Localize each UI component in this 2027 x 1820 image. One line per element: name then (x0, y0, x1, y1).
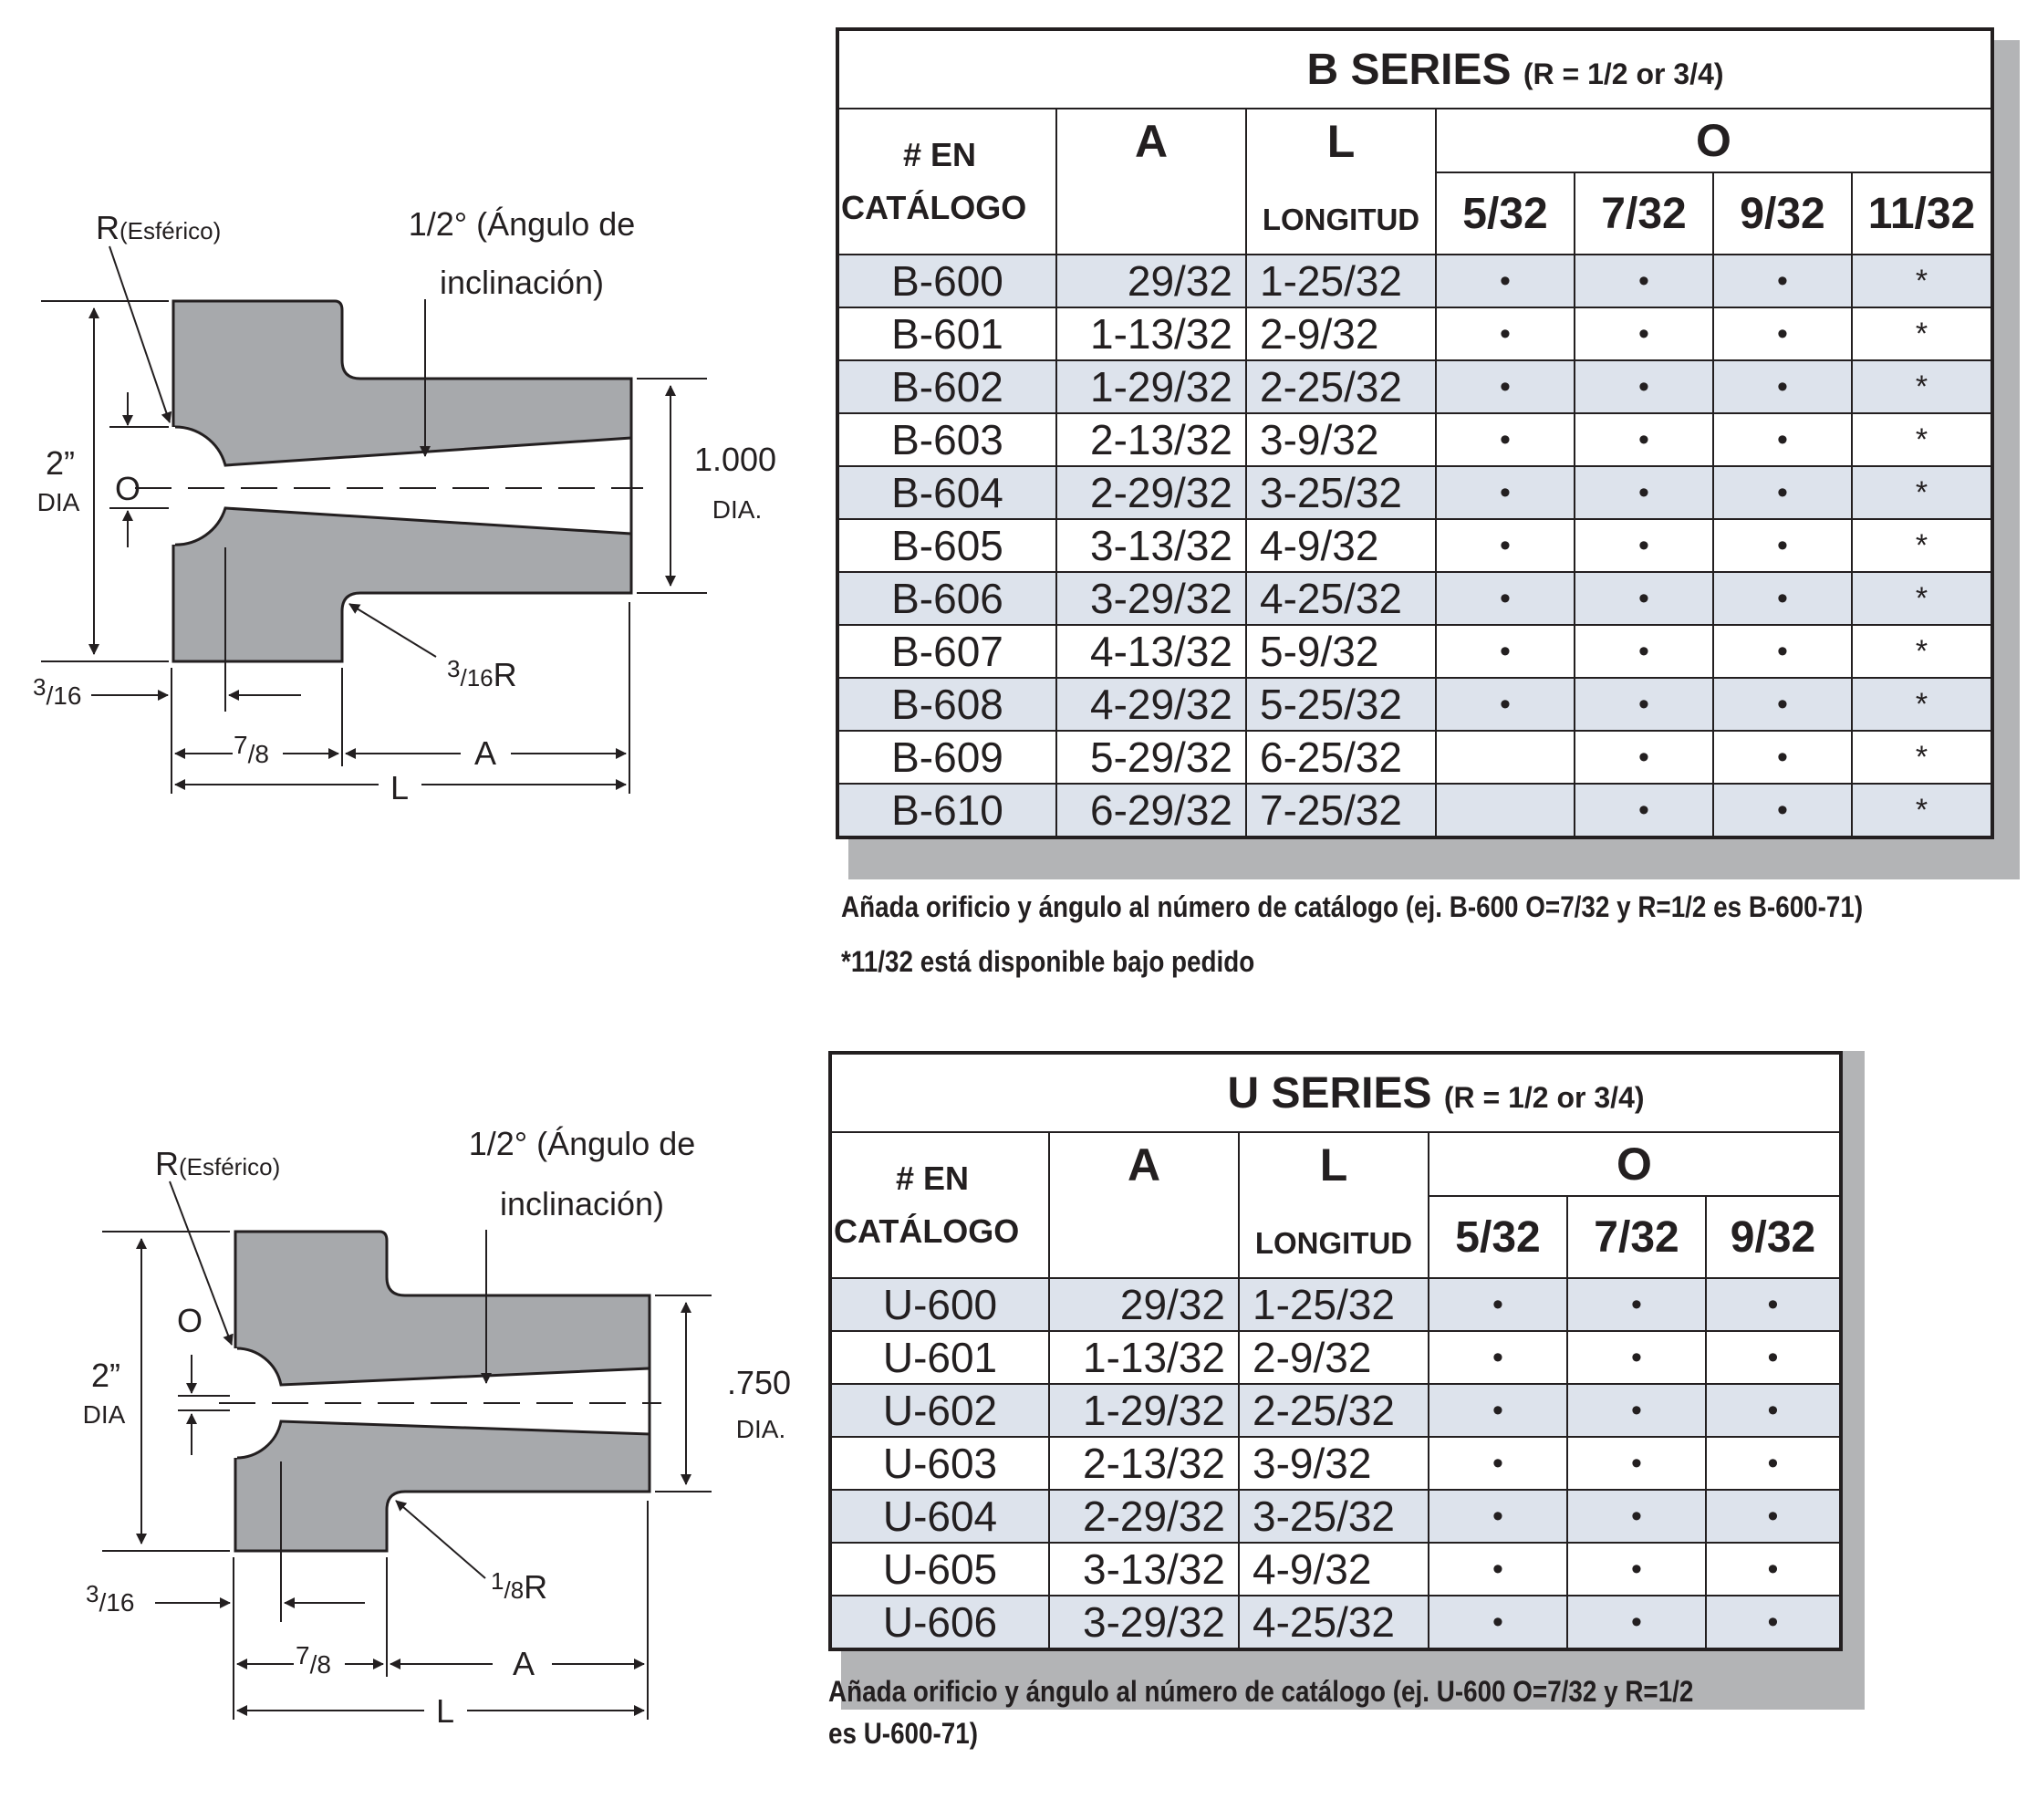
a-dimension-cell: 2-29/32 (1056, 466, 1246, 519)
availability-mark-cell: • (1567, 1543, 1706, 1596)
b-angle-label-2: inclinación) (439, 264, 605, 301)
b-orifice-size-3: 11/32 (1852, 172, 1992, 255)
availability-mark-cell: • (1429, 1278, 1567, 1331)
catalog-number-cell: B-610 (837, 784, 1056, 837)
catalog-number-cell: B-607 (837, 625, 1056, 678)
availability-mark-cell: • (1436, 307, 1575, 360)
b-orifice-size-1: 7/32 (1575, 172, 1713, 255)
availability-mark-cell: * (1852, 255, 1992, 307)
catalog-number-cell: U-601 (830, 1331, 1049, 1384)
availability-mark-cell: • (1436, 360, 1575, 413)
catalog-number-cell: B-604 (837, 466, 1056, 519)
table-row (830, 1278, 1841, 1331)
a-dimension-cell: 4-13/32 (1056, 625, 1246, 678)
catalog-number-cell: B-606 (837, 572, 1056, 625)
table-row (830, 1596, 1841, 1649)
b-seven-eighths-label: 7/8 (234, 731, 269, 768)
availability-mark-cell: • (1429, 1596, 1567, 1649)
u-outlet-value: .750 (726, 1364, 792, 1401)
availability-mark-cell: • (1713, 360, 1852, 413)
length-cell: 5-9/32 (1246, 625, 1436, 678)
u-orifice-size-0: 5/32 (1429, 1196, 1567, 1278)
availability-mark-cell: • (1429, 1490, 1567, 1543)
a-dimension-cell: 3-13/32 (1056, 519, 1246, 572)
u-col-l: L LONGITUD (1239, 1132, 1429, 1278)
availability-mark-cell: • (1713, 625, 1852, 678)
b-col-orifice: O (1436, 109, 1992, 172)
availability-mark-cell: • (1436, 678, 1575, 731)
u-l-label: L (435, 1692, 455, 1730)
table-row (830, 1543, 1841, 1596)
length-cell: 1-25/32 (1246, 255, 1436, 307)
catalog-number-cell: U-602 (830, 1384, 1049, 1437)
a-dimension-cell: 4-29/32 (1056, 678, 1246, 731)
b-dia-unit: DIA (36, 488, 80, 516)
u-offset-label: 3/16 (86, 1580, 135, 1617)
table-row (837, 255, 1992, 307)
u-table-body (830, 1278, 1841, 1649)
availability-mark-cell: • (1706, 1331, 1841, 1384)
length-cell: 3-25/32 (1239, 1490, 1429, 1543)
catalog-number-cell: U-603 (830, 1437, 1049, 1490)
availability-mark-cell: • (1436, 625, 1575, 678)
availability-mark-cell: * (1852, 360, 1992, 413)
u-outlet-unit: DIA. (735, 1415, 786, 1443)
availability-mark-cell: * (1852, 678, 1992, 731)
a-dimension-cell: 1-13/32 (1049, 1331, 1239, 1384)
b-orifice-size-0: 5/32 (1436, 172, 1575, 255)
length-cell: 4-9/32 (1246, 519, 1436, 572)
length-cell: 4-9/32 (1239, 1543, 1429, 1596)
b-offset-label: 3/16 (33, 673, 82, 710)
availability-mark-cell: • (1567, 1278, 1706, 1331)
b-col-catalog: # EN CATÁLOGO (837, 109, 1056, 255)
availability-mark-cell: * (1852, 413, 1992, 466)
availability-mark-cell: • (1575, 625, 1713, 678)
table-row (830, 1384, 1841, 1437)
a-dimension-cell: 29/32 (1056, 255, 1246, 307)
table-row (830, 1490, 1841, 1543)
a-dimension-cell: 1-13/32 (1056, 307, 1246, 360)
availability-mark-cell: • (1713, 519, 1852, 572)
availability-mark-cell: • (1436, 466, 1575, 519)
availability-mark-cell: • (1713, 784, 1852, 837)
availability-mark-cell: • (1567, 1384, 1706, 1437)
u-orifice-size-2: 9/32 (1706, 1196, 1841, 1278)
table-row (837, 731, 1992, 784)
catalog-number-cell: U-605 (830, 1543, 1049, 1596)
b-l-label: L (390, 769, 410, 806)
b-radius-sub: (Esférico) (120, 217, 222, 244)
u-series-table (828, 1051, 1843, 1651)
u-orifice-size-1: 7/32 (1567, 1196, 1706, 1278)
length-cell: 3-9/32 (1246, 413, 1436, 466)
b-col-l: L LONGITUD (1246, 109, 1436, 255)
u-angle-label-2: inclinación) (499, 1185, 665, 1222)
b-outlet-value: 1.000 (693, 441, 777, 478)
availability-mark-cell: • (1575, 572, 1713, 625)
table-row (830, 1437, 1841, 1490)
b-table-title-sub: (R = 1/2 or 3/4) (1523, 57, 1724, 90)
u-note-2: es U-600-71) (828, 1717, 979, 1750)
availability-mark-cell: • (1436, 519, 1575, 572)
catalog-number-cell: U-600 (830, 1278, 1049, 1331)
a-dimension-cell: 5-29/32 (1056, 731, 1246, 784)
b-series-table (836, 27, 1994, 839)
b-dia-value: 2” (45, 444, 76, 482)
a-dimension-cell: 2-13/32 (1049, 1437, 1239, 1490)
u-radius-sub: (Esférico) (179, 1153, 281, 1180)
availability-mark-cell: • (1706, 1278, 1841, 1331)
availability-mark-cell: • (1706, 1437, 1841, 1490)
availability-mark-cell: • (1575, 519, 1713, 572)
catalog-number-cell: B-608 (837, 678, 1056, 731)
availability-mark-cell: • (1706, 1490, 1841, 1543)
table-row (830, 1331, 1841, 1384)
availability-mark-cell: • (1713, 255, 1852, 307)
table-row (837, 519, 1992, 572)
b-fillet-leader (349, 604, 436, 657)
u-col-catalog: # EN CATÁLOGO (830, 1132, 1049, 1278)
b-table-title: B SERIES (R = 1/2 or 3/4) (837, 29, 1992, 109)
availability-mark-cell: * (1852, 572, 1992, 625)
b-table-body (837, 255, 1992, 837)
catalog-number-cell: B-609 (837, 731, 1056, 784)
a-dimension-cell: 3-29/32 (1049, 1596, 1239, 1649)
catalog-number-cell: B-602 (837, 360, 1056, 413)
availability-mark-cell: • (1567, 1437, 1706, 1490)
a-dimension-cell: 29/32 (1049, 1278, 1239, 1331)
availability-mark-cell: • (1575, 413, 1713, 466)
length-cell: 3-9/32 (1239, 1437, 1429, 1490)
availability-mark-cell: • (1713, 307, 1852, 360)
table-row (837, 678, 1992, 731)
catalog-number-cell: B-600 (837, 255, 1056, 307)
b-a-label: A (473, 734, 497, 772)
availability-mark-cell (1436, 731, 1575, 784)
u-fillet-leader (396, 1501, 485, 1578)
u-dia-value: 2” (90, 1357, 121, 1394)
length-cell: 5-25/32 (1246, 678, 1436, 731)
availability-mark-cell: • (1713, 572, 1852, 625)
b-angle-label-1: 1/2° (Ángulo de (408, 205, 636, 243)
length-cell: 2-9/32 (1246, 307, 1436, 360)
catalog-number-cell: B-605 (837, 519, 1056, 572)
table-row (837, 625, 1992, 678)
catalog-number-cell: U-606 (830, 1596, 1049, 1649)
u-seven-eighths-label: 7/8 (296, 1641, 331, 1679)
availability-mark-cell: • (1567, 1596, 1706, 1649)
length-cell: 7-25/32 (1246, 784, 1436, 837)
catalog-number-cell: U-604 (830, 1490, 1049, 1543)
b-fillet-label: $^3_{/16}$R (447, 655, 517, 693)
availability-mark-cell: * (1852, 731, 1992, 784)
availability-mark-cell: • (1575, 466, 1713, 519)
availability-mark-cell: • (1706, 1596, 1841, 1649)
u-note-1: Añada orificio y ángulo al número de catálogo (ej. U-600 O=7/32 y R=1/2 (828, 1675, 1694, 1708)
b-series-part-drawing (0, 0, 821, 821)
availability-mark-cell: • (1429, 1331, 1567, 1384)
catalog-number-cell: B-603 (837, 413, 1056, 466)
svg-text:R(Esférico) (96, 209, 221, 246)
table-row (837, 413, 1992, 466)
svg-text:R(Esférico) (155, 1145, 280, 1182)
length-cell: 4-25/32 (1246, 572, 1436, 625)
length-cell: 2-25/32 (1239, 1384, 1429, 1437)
availability-mark-cell: • (1706, 1384, 1841, 1437)
b-col-a: A (1056, 109, 1246, 255)
b-outlet-unit: DIA. (712, 495, 763, 524)
availability-mark-cell: • (1436, 413, 1575, 466)
a-dimension-cell: 2-29/32 (1049, 1490, 1239, 1543)
availability-mark-cell: • (1429, 1543, 1567, 1596)
b-note-2: *11/32 está disponible bajo pedido (841, 945, 1255, 978)
availability-mark-cell: • (1575, 784, 1713, 837)
b-orifice-size-2: 9/32 (1713, 172, 1852, 255)
u-col-orifice: O (1429, 1132, 1841, 1196)
length-cell: 2-25/32 (1246, 360, 1436, 413)
availability-mark-cell: • (1436, 572, 1575, 625)
a-dimension-cell: 6-29/32 (1056, 784, 1246, 837)
b-note-1: Añada orificio y ángulo al número de catálogo (ej. B-600 O=7/32 y R=1/2 es B-600-71) (841, 890, 1864, 923)
availability-mark-cell: • (1429, 1437, 1567, 1490)
b-orifice-label: O (114, 470, 141, 507)
u-table-title: U SERIES (R = 1/2 or 3/4) (830, 1053, 1841, 1132)
u-a-label: A (512, 1645, 535, 1682)
availability-mark-cell (1436, 784, 1575, 837)
availability-mark-cell: * (1852, 519, 1992, 572)
b-radius-label: R (96, 209, 120, 246)
length-cell: 2-9/32 (1239, 1331, 1429, 1384)
availability-mark-cell: * (1852, 784, 1992, 837)
a-dimension-cell: 3-13/32 (1049, 1543, 1239, 1596)
u-col-a: A (1049, 1132, 1239, 1278)
availability-mark-cell: • (1429, 1384, 1567, 1437)
availability-mark-cell: • (1567, 1490, 1706, 1543)
a-dimension-cell: 3-29/32 (1056, 572, 1246, 625)
a-dimension-cell: 1-29/32 (1056, 360, 1246, 413)
availability-mark-cell: • (1706, 1543, 1841, 1596)
u-angle-label-1: 1/2° (Ángulo de (468, 1125, 696, 1162)
u-series-section (0, 1013, 2027, 1820)
availability-mark-cell: * (1852, 625, 1992, 678)
availability-mark-cell: • (1567, 1331, 1706, 1384)
availability-mark-cell: • (1713, 678, 1852, 731)
table-row (837, 360, 1992, 413)
length-cell: 1-25/32 (1239, 1278, 1429, 1331)
table-row (837, 784, 1992, 837)
a-dimension-cell: 2-13/32 (1056, 413, 1246, 466)
u-series-part-drawing (0, 1013, 821, 1815)
availability-mark-cell: • (1713, 413, 1852, 466)
b-radius-leader (109, 246, 170, 422)
table-row (837, 307, 1992, 360)
availability-mark-cell: • (1436, 255, 1575, 307)
availability-mark-cell: • (1575, 360, 1713, 413)
table-row (837, 466, 1992, 519)
table-row (837, 572, 1992, 625)
availability-mark-cell: * (1852, 307, 1992, 360)
length-cell: 3-25/32 (1246, 466, 1436, 519)
u-dia-unit: DIA (82, 1400, 126, 1429)
availability-mark-cell: * (1852, 466, 1992, 519)
availability-mark-cell: • (1713, 731, 1852, 784)
availability-mark-cell: • (1575, 307, 1713, 360)
length-cell: 6-25/32 (1246, 731, 1436, 784)
length-cell: 4-25/32 (1239, 1596, 1429, 1649)
u-fillet-label: $^1_{/8}$R (491, 1567, 548, 1606)
u-table-title-sub: (R = 1/2 or 3/4) (1443, 1080, 1645, 1114)
availability-mark-cell: • (1575, 731, 1713, 784)
availability-mark-cell: • (1713, 466, 1852, 519)
a-dimension-cell: 1-29/32 (1049, 1384, 1239, 1437)
availability-mark-cell: • (1575, 678, 1713, 731)
availability-mark-cell: • (1575, 255, 1713, 307)
u-radius-label: R (155, 1145, 179, 1182)
u-orifice-label: O (176, 1302, 203, 1339)
catalog-number-cell: B-601 (837, 307, 1056, 360)
